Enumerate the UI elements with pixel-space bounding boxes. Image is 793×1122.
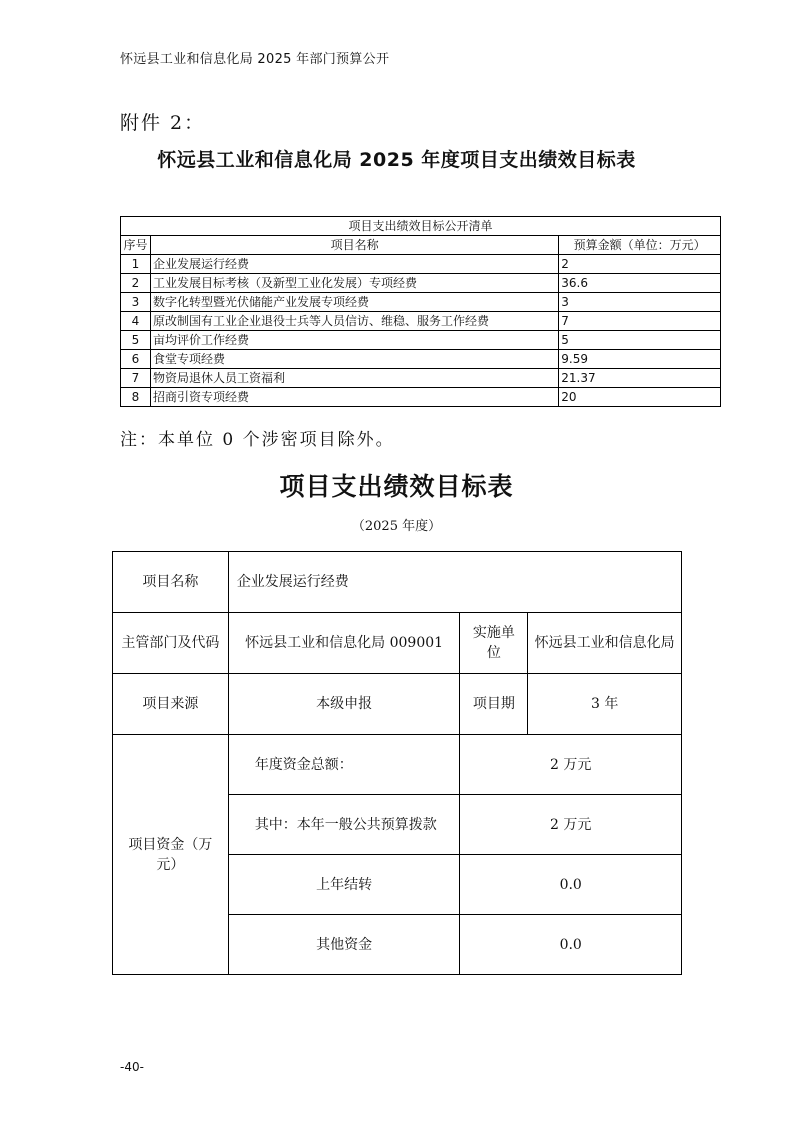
row-amount: 36.6 <box>559 274 721 293</box>
carry-label: 上年结转 <box>228 855 460 915</box>
row-amount: 5 <box>559 331 721 350</box>
table-row <box>121 293 721 312</box>
header-amount: 预算金额（单位：万元） <box>559 236 721 255</box>
detail-title: 项目支出绩效目标表 <box>279 472 514 501</box>
row-name: 食堂专项经费 <box>150 350 558 369</box>
source-label: 项目来源 <box>113 674 229 735</box>
table-row <box>121 331 721 350</box>
dept-value: 怀远县工业和信息化局 009001 <box>228 613 460 674</box>
table-row <box>121 255 721 274</box>
table-row <box>121 274 721 293</box>
total-label: 年度资金总额： <box>228 735 460 795</box>
total-value: 2 万元 <box>460 735 682 795</box>
row-name: 招商引资专项经费 <box>150 388 558 407</box>
table-row <box>121 388 721 407</box>
table-row <box>121 312 721 331</box>
row-no: 4 <box>121 312 151 331</box>
row-no: 1 <box>121 255 151 274</box>
project-list-table <box>120 216 721 407</box>
dept-label: 主管部门及代码 <box>113 613 229 674</box>
row-no: 5 <box>121 331 151 350</box>
row-no: 3 <box>121 293 151 312</box>
row-amount: 9.59 <box>559 350 721 369</box>
header-no: 序号 <box>121 236 151 255</box>
page-header: 怀远县工业和信息化局 2025 年部门预算公开 <box>120 52 390 67</box>
detail-table <box>112 551 682 975</box>
row-amount: 20 <box>559 388 721 407</box>
row-no: 6 <box>121 350 151 369</box>
row-name: 数字化转型暨光伏储能产业发展专项经费 <box>150 293 558 312</box>
general-label: 其中：本年一般公共预算拨款 <box>228 795 460 855</box>
project-name-value: 企业发展运行经费 <box>228 552 681 613</box>
row-name: 物资局退休人员工资福利 <box>150 369 558 388</box>
impl-value: 怀远县工业和信息化局 <box>528 613 682 674</box>
row-no: 8 <box>121 388 151 407</box>
row-no: 7 <box>121 369 151 388</box>
general-value: 2 万元 <box>460 795 682 855</box>
funds-label: 项目资金（万元） <box>113 735 229 975</box>
row-name: 工业发展目标考核（及新型工业化发展）专项经费 <box>150 274 558 293</box>
row-name: 企业发展运行经费 <box>150 255 558 274</box>
row-amount: 7 <box>559 312 721 331</box>
header-name: 项目名称 <box>150 236 558 255</box>
attachment-label: 附件 2： <box>120 112 206 134</box>
impl-label: 实施单位 <box>460 613 528 674</box>
list-caption: 项目支出绩效目标公开清单 <box>121 217 721 236</box>
row-amount: 3 <box>559 293 721 312</box>
row-no: 2 <box>121 274 151 293</box>
period-value: 3 年 <box>528 674 682 735</box>
note: 注：本单位 0 个涉密项目除外。 <box>120 430 395 450</box>
page-number: -40- <box>120 1060 144 1074</box>
detail-year: （2025 年度） <box>351 519 442 534</box>
table-row <box>121 369 721 388</box>
main-title: 怀远县工业和信息化局 2025 年度项目支出绩效目标表 <box>157 149 636 171</box>
source-value: 本级申报 <box>228 674 460 735</box>
row-amount: 21.37 <box>559 369 721 388</box>
other-label: 其他资金 <box>228 915 460 975</box>
row-name: 亩均评价工作经费 <box>150 331 558 350</box>
table-row <box>121 350 721 369</box>
carry-value: 0.0 <box>460 855 682 915</box>
project-name-label: 项目名称 <box>113 552 229 613</box>
row-name: 原改制国有工业企业退役士兵等人员信访、维稳、服务工作经费 <box>150 312 558 331</box>
other-value: 0.0 <box>460 915 682 975</box>
row-amount: 2 <box>559 255 721 274</box>
period-label: 项目期 <box>460 674 528 735</box>
